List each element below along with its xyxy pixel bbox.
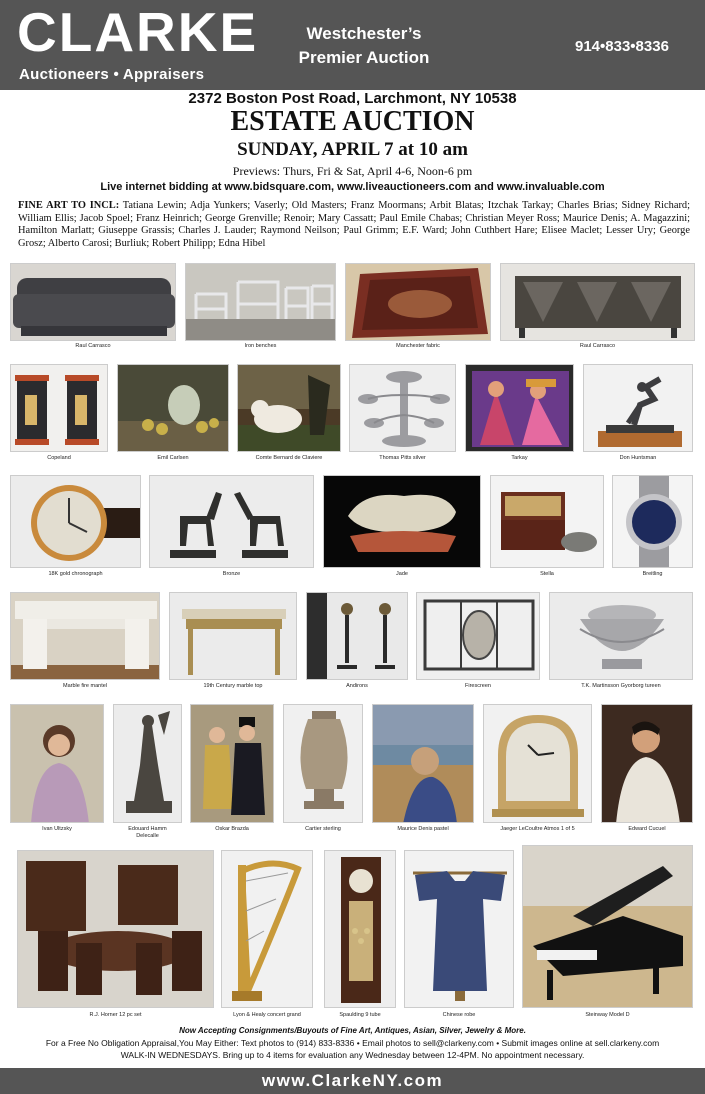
photo-couple-painting	[190, 704, 274, 823]
caption: Bronze	[222, 571, 241, 577]
photo-andirons	[306, 592, 408, 680]
photo-rug	[345, 263, 491, 341]
caption: Jaeger LeCoultre Atmos 1 of 5	[500, 826, 575, 832]
photo-chinese-robe	[404, 850, 514, 1008]
caption: Emil Carlsen	[157, 455, 189, 461]
photo-bronze-deer	[149, 475, 314, 568]
photo-still-life	[117, 364, 229, 452]
photo-copeland-vases	[10, 364, 108, 452]
caption: Thomas Pitts silver	[379, 455, 426, 461]
caption: Cartier sterling	[305, 826, 341, 832]
photo-atmos-clock	[483, 704, 592, 823]
caption: Comte Bernard de Claviere	[255, 455, 323, 461]
photo-cucuel-portrait	[601, 704, 693, 823]
internet-bidding: Live internet bidding at www.bidsquare.com, www.liveauctioneers.com and www.invaluable.com	[100, 181, 605, 193]
photo-marble-top-table	[169, 592, 297, 680]
caption: Andirons	[346, 683, 368, 689]
photo-tarkay-painting	[465, 364, 574, 452]
caption: Firescreen	[465, 683, 491, 689]
consignment-notice: Now Accepting Consignments/Buyouts of Fine Art, Antiques, Asian, Silver, Jewelry & More.	[179, 1026, 526, 1035]
caption: Edouard Hamm	[128, 826, 167, 832]
caption: 18K gold chronograph	[48, 571, 103, 577]
caption: Tarkay	[511, 455, 528, 461]
caption: Stella	[540, 571, 554, 577]
photo-bronze-figures	[113, 704, 182, 823]
photo-dining-set	[17, 850, 214, 1008]
photo-silver-epergne	[349, 364, 456, 452]
photo-cabinet	[500, 263, 695, 341]
caption: Raul Carrasco	[579, 343, 616, 349]
photo-firescreen	[416, 592, 540, 680]
photo-breitling-watch	[612, 475, 693, 568]
caption: Spaulding 9 tube	[339, 1012, 381, 1018]
photo-steinway-piano	[522, 845, 693, 1008]
caption: Edward Cucuel	[628, 826, 666, 832]
free-appraisal: For a Free No Obligation Appraisal,You May Either: Text photos to (914) 833-8336 • Email photos to sell@clarkeny.com • Submit images online at sell.clarkeny.com	[45, 1038, 660, 1048]
caption: Jade	[396, 571, 408, 577]
caption: Iron benches	[244, 343, 277, 349]
photo-tall-clock	[324, 850, 396, 1008]
caption: Ivan Ultzsky	[42, 826, 72, 832]
caption: Oskar Brazda	[215, 826, 249, 832]
photo-harp	[221, 850, 313, 1008]
caption: Raul Carrasco	[75, 343, 111, 349]
tagline: Auctioneers • Appraisers	[19, 66, 205, 83]
walk-in-wednesdays: WALK-IN WEDNESDAYS. Bring up to 4 items for evaluation any Wednesday between 12-4PM. No appointment necessary.	[120, 1050, 585, 1060]
caption: Delecalle	[136, 833, 159, 839]
previews: Previews: Thurs, Fri & Sat, April 4-6, Noon-6 pm	[232, 164, 473, 178]
photo-portrait-woman	[10, 704, 104, 823]
premier-auction-text	[280, 22, 448, 70]
photo-dog-painting	[237, 364, 341, 452]
footer-band	[0, 1068, 705, 1094]
photo-baseball-bronze	[583, 364, 693, 452]
caption: Maurice Denis pastel	[397, 826, 449, 832]
address: 2372 Boston Post Road, Larchmont, NY 10538	[188, 90, 517, 107]
premier-line-2: Premier Auction	[298, 48, 430, 67]
caption: Steinway Model D	[585, 1012, 630, 1018]
photo-chronograph	[10, 475, 141, 568]
website-link[interactable]: www.ClarkeNY.com	[261, 1071, 444, 1090]
photo-marble-mantel	[10, 592, 160, 680]
photo-sofa	[10, 263, 176, 341]
clarke-logo: CLARKE	[17, 1, 259, 63]
phone-number: 914•833•8336	[575, 38, 669, 55]
photo-jade	[323, 475, 481, 568]
caption: Breitling	[642, 571, 663, 577]
auction-date: SUNDAY, APRIL 7 at 10 am	[237, 139, 468, 160]
caption: Lyon & Healy concert grand	[233, 1012, 301, 1018]
caption: Copeland	[47, 455, 71, 461]
caption: Manchester fabric	[396, 343, 440, 349]
caption: T.K. Martinsson Gyorborg tureen	[581, 683, 661, 689]
photo-cartier-vase	[283, 704, 363, 823]
premier-line-1: Westchester’s	[306, 24, 422, 43]
photo-iron-benches	[185, 263, 336, 341]
page-title: ESTATE AUCTION	[230, 106, 475, 137]
caption: Marble fire mantel	[62, 683, 108, 689]
photo-music-box	[490, 475, 604, 568]
fine-art-list	[18, 200, 690, 250]
fine-art-label: FINE ART TO INCL:	[18, 200, 120, 211]
caption: 19th Century marble top	[203, 683, 263, 689]
fine-art-artists: Tatiana Lewin; Adja Yunkers; Vaserly; Old Masters; Franz Moormans; Arbit Blatas; Itzchak Tarkay; Charles Brias; Sidney Richard; William Ellis; Jacob Spoel; Franz Heinrich; George Grenville; Renoir; Mary Cassatt; Paul Emile Chabas; Christian Meyer Ross; Maurice Denis; A. Magazzini; Hamilton Marlatt; Giuseppe Grassis; Charles J. Lauder; Raymond Neilson; Paul Grimm; E.F. Ward; John Cuthbert Hare; Elisee Maclet; Lesser Ury; George Grosz; Alberto Carosi; Burliuk; Robert Philipp; Edna Hibel	[18, 200, 690, 249]
photo-denis-pastel	[372, 704, 474, 823]
caption: Don Huntsman	[619, 455, 657, 461]
header-band	[0, 0, 705, 90]
caption: R.J. Horner 12 pc set	[89, 1012, 142, 1018]
caption: Chinese robe	[442, 1012, 476, 1018]
photo-silver-tureen	[549, 592, 693, 680]
